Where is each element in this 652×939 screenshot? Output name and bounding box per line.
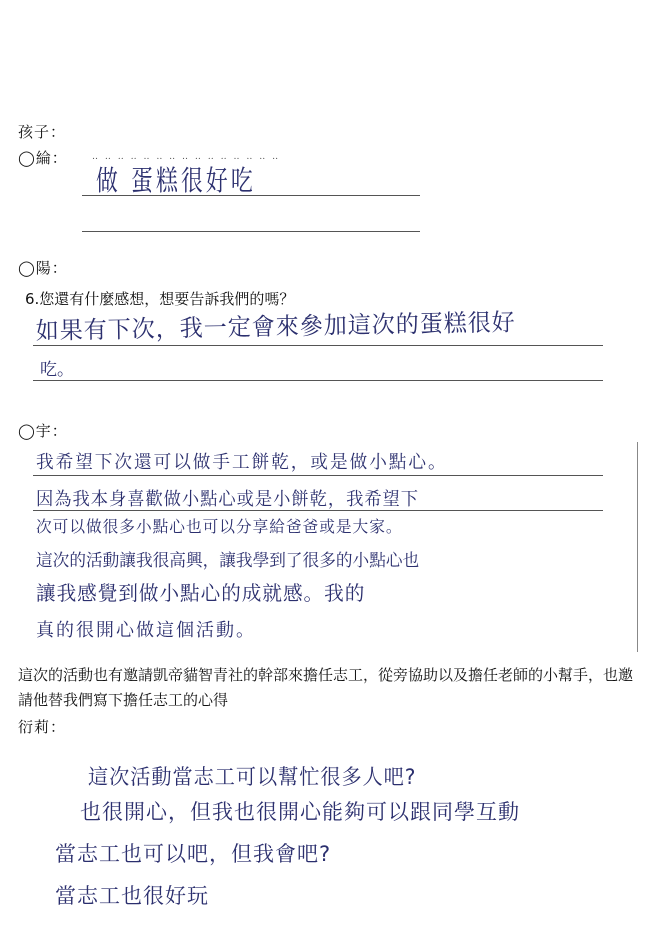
yu-handwritten-line-6: 真的很開心做這個活動。	[36, 620, 256, 641]
scan-artifact-dots: ‥ ‥ ‥ ‥ ‥ ‥ ‥ ‥ ‥ ‥ ‥ ‥ ‥ ‥ ‥	[92, 152, 281, 162]
yanli-handwritten-line-4: 當志工也很好玩	[55, 884, 209, 908]
yang-handwritten-line-1: 如果有下次，我一定會來參加這次的蛋糕很好	[35, 308, 516, 346]
yang-answer-line-1	[33, 345, 603, 346]
yang-answer-line-2	[33, 380, 603, 381]
yu-handwritten-line-4: 這次的活動讓我很高興，讓我學到了很多的小點心也	[36, 551, 420, 571]
label-yang: ◯陽：	[18, 259, 68, 277]
yu-handwritten-line-1: 我希望下次還可以做手工餅乾，或是做小點心。	[36, 452, 448, 473]
yu-answer-line-2	[33, 510, 603, 511]
yang-handwritten-line-2: 吃。	[40, 360, 74, 380]
question-6: 6.您還有什麼感想，想要告訴我們的嗎？	[25, 290, 295, 308]
yu-handwritten-line-3: 次可以做很多小點心也可以分享給爸爸或是大家。	[36, 517, 403, 536]
scan-edge-line	[637, 442, 638, 652]
lun-answer-line-2	[82, 231, 420, 232]
lun-handwritten-answer: 做 蛋糕很好吃	[96, 164, 256, 197]
yanli-handwritten-line-3: 當志工也可以吧，但我會吧?	[55, 842, 332, 866]
lun-answer-line-1	[82, 195, 420, 196]
yu-answer-line-1	[33, 475, 603, 476]
label-lun: ◯綸：	[18, 149, 68, 167]
yanli-handwritten-line-2: 也很開心，但我也很開心能夠可以跟同學互動	[80, 800, 520, 824]
label-child: 孩子：	[18, 123, 67, 141]
yanli-handwritten-line-1: 這次活動當志工可以幫忙很多人吧?	[88, 765, 417, 789]
yu-handwritten-line-2: 因為我本身喜歡做小點心或是小餅乾，我希望下	[36, 489, 420, 510]
label-yanli: 衍莉：	[18, 718, 67, 736]
yu-handwritten-line-5: 讓我感覺到做小點心的成就感。我的	[36, 581, 366, 605]
volunteer-paragraph: 這次的活動也有邀請凱帝貓智青社的幹部來擔任志工，從旁協助以及擔任老師的小幫手，也邀請他替我們寫下擔任志工的心得	[18, 666, 634, 709]
label-yu: ◯宇：	[18, 422, 68, 440]
